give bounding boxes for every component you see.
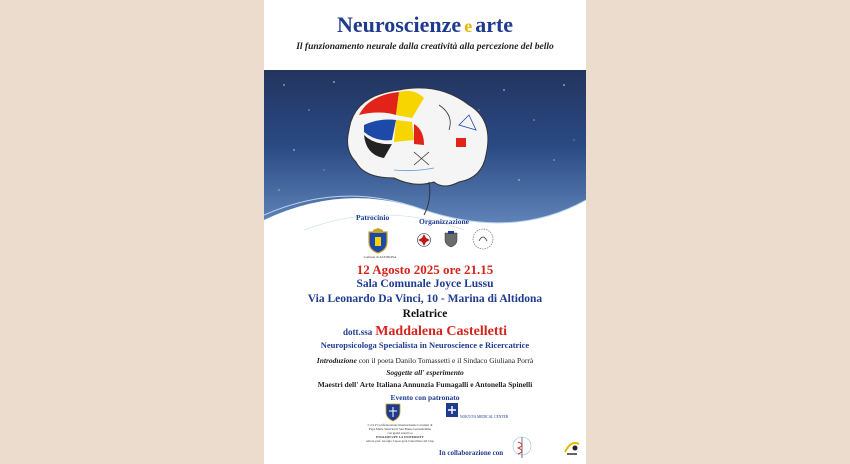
- speaker-line: [264, 322, 586, 340]
- fine-print-line: C.I.S.P Confederazione Internazionale Cavalieri di: [367, 423, 433, 427]
- brand-logo-icon: [563, 438, 581, 456]
- speaker-prefix: dott.ssa: [342, 327, 373, 337]
- title-connector: e: [464, 16, 473, 36]
- intro-line: [264, 356, 586, 365]
- intro-text: con il poeta Danilo Tomassetti e il Sindaco Giuliana Porrà: [358, 356, 534, 365]
- organizzazione-label: Organizzazione: [419, 217, 469, 226]
- event-address: Via Leonardo Da Vinci, 10 - Marina di Altidona: [307, 293, 543, 305]
- association-seal-icon: [472, 228, 494, 250]
- title-main: Neuroscienze: [336, 12, 462, 37]
- patronato-fine-print: [360, 423, 440, 443]
- event-venue: Sala Comunale Joyce Lussu: [356, 278, 494, 290]
- fine-print-line: con grand autorita e: [387, 431, 413, 435]
- speaker-name: Maddalena Castelletti: [375, 324, 508, 339]
- medical-center-logo-icon: [446, 403, 458, 417]
- comune-label: Comune di ALTIDONA: [363, 255, 397, 259]
- fine-print-line: rettore prof. Giorgio Capoa gran Cancelliere del Cisp: [366, 439, 434, 443]
- speaker-label: Relatrice: [402, 308, 448, 320]
- caduceus-logo-icon: [512, 434, 532, 460]
- organization-crest-icon: [444, 231, 458, 248]
- intro-label: Introduzione: [316, 356, 357, 365]
- poster-title: [264, 12, 586, 38]
- patronato-label: Evento con patronato: [390, 393, 460, 402]
- collaboration-label: In collaborazione con: [439, 449, 504, 457]
- event-date: 12 Agosto 2025 ore 21.15: [356, 262, 494, 277]
- soggette-label: Soggette all' esperimento: [386, 368, 464, 377]
- comune-altidona-crest-icon: [367, 228, 389, 254]
- soggette-text: Maestri dell' Arte Italiana Annunzia Fumagalli e Antonella Spinelli: [317, 380, 533, 389]
- medical-center-name: NOKYIVA MEDICAL CENTER: [460, 415, 509, 419]
- event-poster: [264, 0, 586, 464]
- fine-print-line: Papa Malta Santi Servi San Bruno Gerusalemme: [368, 427, 432, 431]
- fine-print-line: ENGLISH UPU LA UNIVERSITY: [376, 435, 424, 439]
- maltese-cross-icon: [417, 233, 431, 247]
- title-end: arte: [475, 12, 514, 37]
- poster-subtitle: Il funzionamento neurale dalla creatività alla percezione del bello: [296, 42, 554, 52]
- patrocinio-label: Patrocinio: [356, 213, 390, 222]
- cisp-crest-icon: [385, 403, 401, 422]
- speaker-role: Neuropsicologa Specialista in Neuroscience e Ricercatrice: [320, 340, 530, 350]
